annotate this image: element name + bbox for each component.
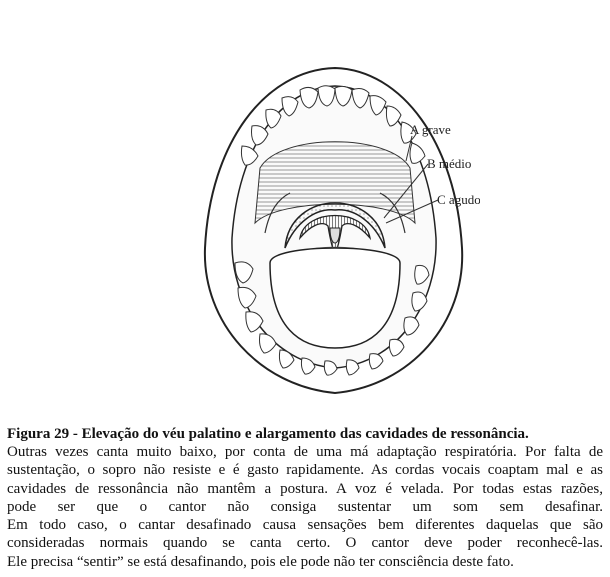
- body-paragraph: [7, 443, 603, 571]
- paragraph-line: sustentação, o sopro não resiste e é gasto rapidamente. As cordas vocais coaptam mal e as: [7, 462, 603, 479]
- paragraph-line: pode ser que o cantor não consiga sustentar um som sem desafinar.: [7, 498, 603, 515]
- figure-caption: Figura 29 - Elevação do véu palatino e alargamento das cavidades de ressonância.: [7, 426, 529, 442]
- label-a-grave: A grave: [410, 122, 451, 137]
- paragraph-line: Outras vezes canta muito baixo, por conta de uma má adaptação respiratória. Por falta de: [7, 444, 603, 460]
- label-c-agudo: C agudo: [437, 192, 480, 207]
- paragraph-line: cavidades de ressonância não mantêm a postura. A voz é velada. Por todas estas razões,: [7, 480, 603, 497]
- paragraph-line: Ele precisa “sentir” se está desafinando, pois ele pode não ter consciência deste fato.: [7, 553, 514, 570]
- paragraph-line: Em todo caso, o cantar desafinado causa sensações bem diferentes daquelas que são: [7, 517, 603, 534]
- mouth-illustration: [190, 48, 480, 410]
- label-b-medio: B médio: [427, 156, 472, 171]
- paragraph-line: consideradas normais quando se canta certo. O cantor deve poder reconhecê-las.: [7, 535, 603, 552]
